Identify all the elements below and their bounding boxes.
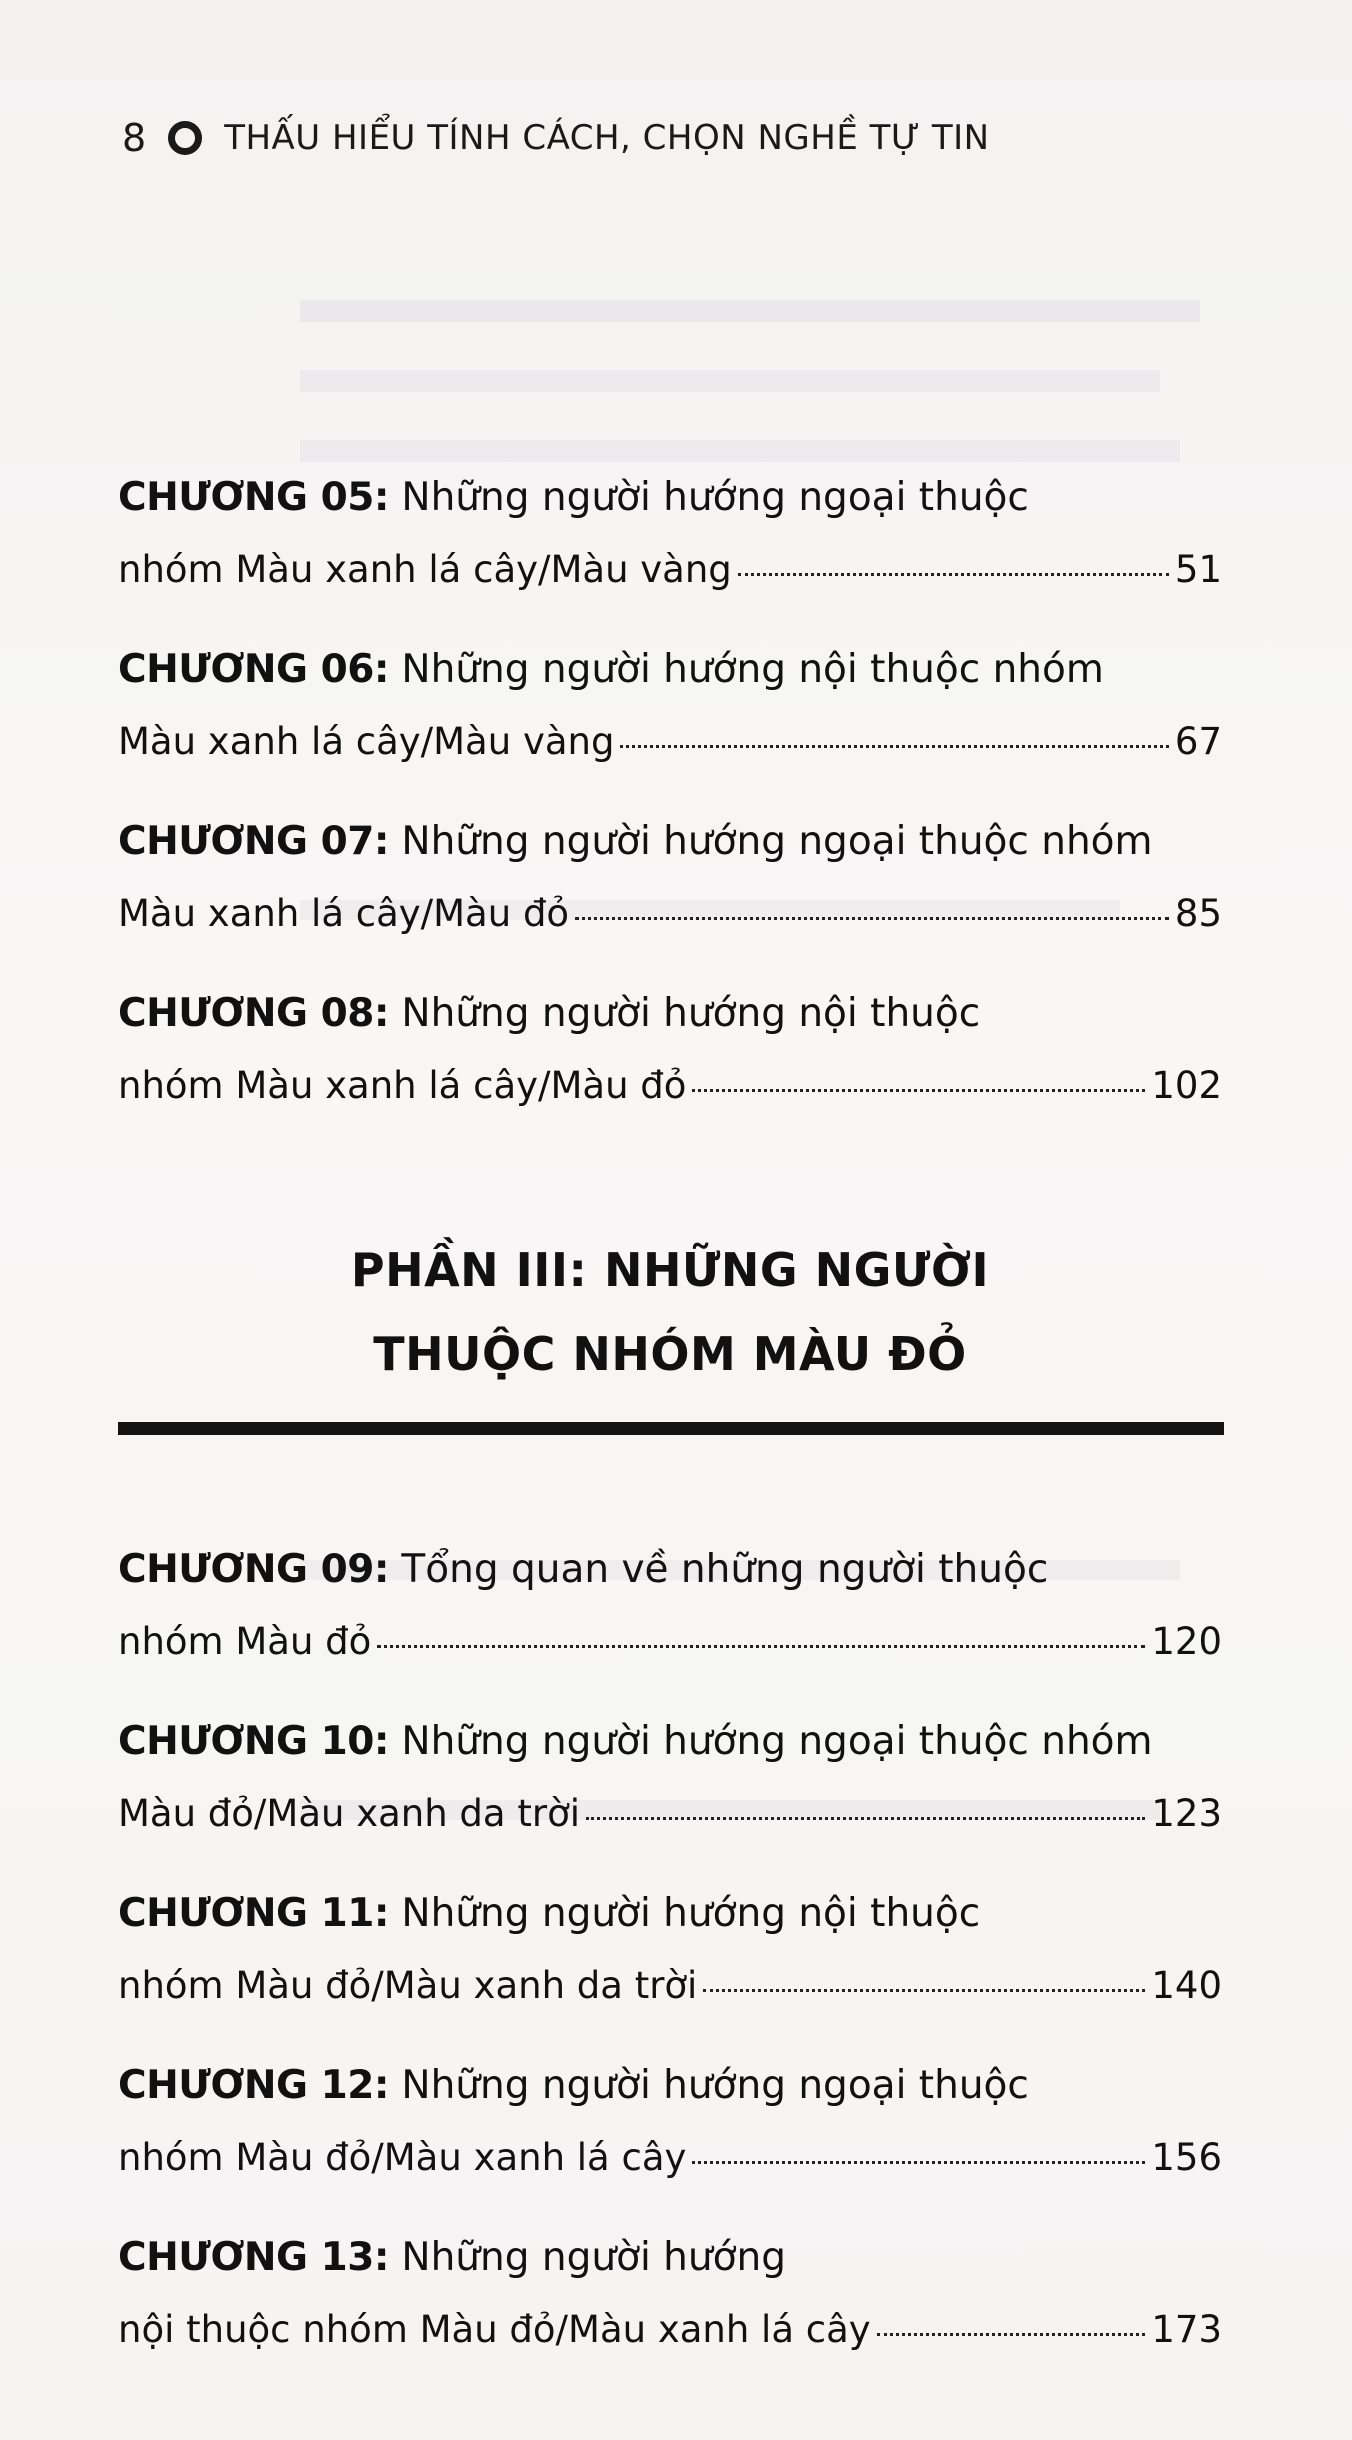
dot-leader	[377, 1645, 1145, 1648]
dot-leader	[692, 2161, 1145, 2164]
dot-leader	[703, 1989, 1145, 1992]
chapter-label: CHƯƠNG 13:	[118, 2235, 390, 2280]
chapter-page-ref: 85	[1174, 892, 1222, 935]
running-header-title: THẤU HIỂU TÍNH CÁCH, CHỌN NGHỀ TỰ TIN	[224, 118, 990, 158]
running-header	[122, 108, 990, 168]
toc-entry-chuong-10	[118, 1714, 1222, 1842]
chapter-title-line2: nhóm Màu đỏ	[118, 1620, 372, 1663]
chapter-label: CHƯƠNG 10:	[118, 1719, 390, 1764]
chapter-title-line2: nhóm Màu xanh lá cây/Màu đỏ	[118, 1064, 687, 1107]
toc-entry-chuong-08	[118, 986, 1222, 1114]
dot-leader	[620, 745, 1168, 748]
chapter-title-line1: Những người hướng nội thuộc	[389, 1891, 981, 1936]
chapter-label: CHƯƠNG 07:	[118, 819, 390, 864]
chapter-title-line1: Những người hướng ngoại thuộc nhóm	[389, 1719, 1153, 1764]
part-heading-line2: THUỘC NHÓM MÀU ĐỎ	[373, 1327, 967, 1381]
chapter-page-ref: 51	[1174, 548, 1222, 591]
toc-entry-chuong-11	[118, 1886, 1222, 2014]
part-heading	[118, 1228, 1222, 1396]
chapter-title-line2: Màu xanh lá cây/Màu vàng	[118, 720, 615, 763]
chapter-title-line1: Những người hướng nội thuộc nhóm	[389, 647, 1104, 692]
chapter-page-ref: 173	[1151, 2308, 1222, 2351]
toc-entry-chuong-06	[118, 642, 1222, 770]
chapter-page-ref: 140	[1151, 1964, 1222, 2007]
part-heading-line1: PHẦN III: NHỮNG NGƯỜI	[350, 1243, 990, 1297]
chapter-title-line1: Những người hướng ngoại thuộc	[389, 475, 1029, 520]
chapter-title-line2: nhóm Màu đỏ/Màu xanh lá cây	[118, 2136, 687, 2179]
chapter-page-ref: 120	[1151, 1620, 1222, 1663]
chapter-page-ref: 67	[1174, 720, 1222, 763]
chapter-page-ref: 123	[1151, 1792, 1222, 1835]
part-divider-rule	[118, 1422, 1224, 1435]
chapter-label: CHƯƠNG 11:	[118, 1891, 390, 1936]
chapter-title-line2: nhóm Màu xanh lá cây/Màu vàng	[118, 548, 732, 591]
chapter-title-line2: Màu đỏ/Màu xanh da trời	[118, 1792, 580, 1835]
chapter-label: CHƯƠNG 05:	[118, 475, 390, 520]
chapter-title-line2: nội thuộc nhóm Màu đỏ/Màu xanh lá cây	[118, 2308, 871, 2351]
circle-bullet-icon	[168, 121, 202, 155]
chapter-title-line1: Những người hướng ngoại thuộc nhóm	[389, 819, 1153, 864]
chapter-page-ref: 102	[1151, 1064, 1222, 1107]
chapter-title-line2: Màu xanh lá cây/Màu đỏ	[118, 892, 570, 935]
dot-leader	[586, 1817, 1145, 1820]
toc-entry-chuong-13	[118, 2230, 1222, 2358]
dot-leader	[877, 2333, 1146, 2336]
chapter-label: CHƯƠNG 12:	[118, 2063, 390, 2108]
chapter-title-line1: Những người hướng ngoại thuộc	[389, 2063, 1029, 2108]
chapter-title-line2: nhóm Màu đỏ/Màu xanh da trời	[118, 1964, 698, 2007]
chapter-title-line1: Những người hướng	[389, 2235, 786, 2280]
chapter-title-line1: Tổng quan về những người thuộc	[389, 1547, 1049, 1592]
chapter-page-ref: 156	[1151, 2136, 1222, 2179]
chapter-title-line1: Những người hướng nội thuộc	[389, 991, 981, 1036]
toc-entry-chuong-07	[118, 814, 1222, 942]
toc-entry-chuong-12	[118, 2058, 1222, 2186]
chapter-label: CHƯƠNG 09:	[118, 1547, 390, 1592]
chapter-label: CHƯƠNG 08:	[118, 991, 390, 1036]
toc-entry-chuong-05	[118, 470, 1222, 598]
chapter-label: CHƯƠNG 06:	[118, 647, 390, 692]
dot-leader	[575, 917, 1169, 920]
page-number: 8	[122, 116, 147, 160]
toc-entry-chuong-09	[118, 1542, 1222, 1670]
dot-leader	[738, 573, 1169, 576]
dot-leader	[692, 1089, 1145, 1092]
